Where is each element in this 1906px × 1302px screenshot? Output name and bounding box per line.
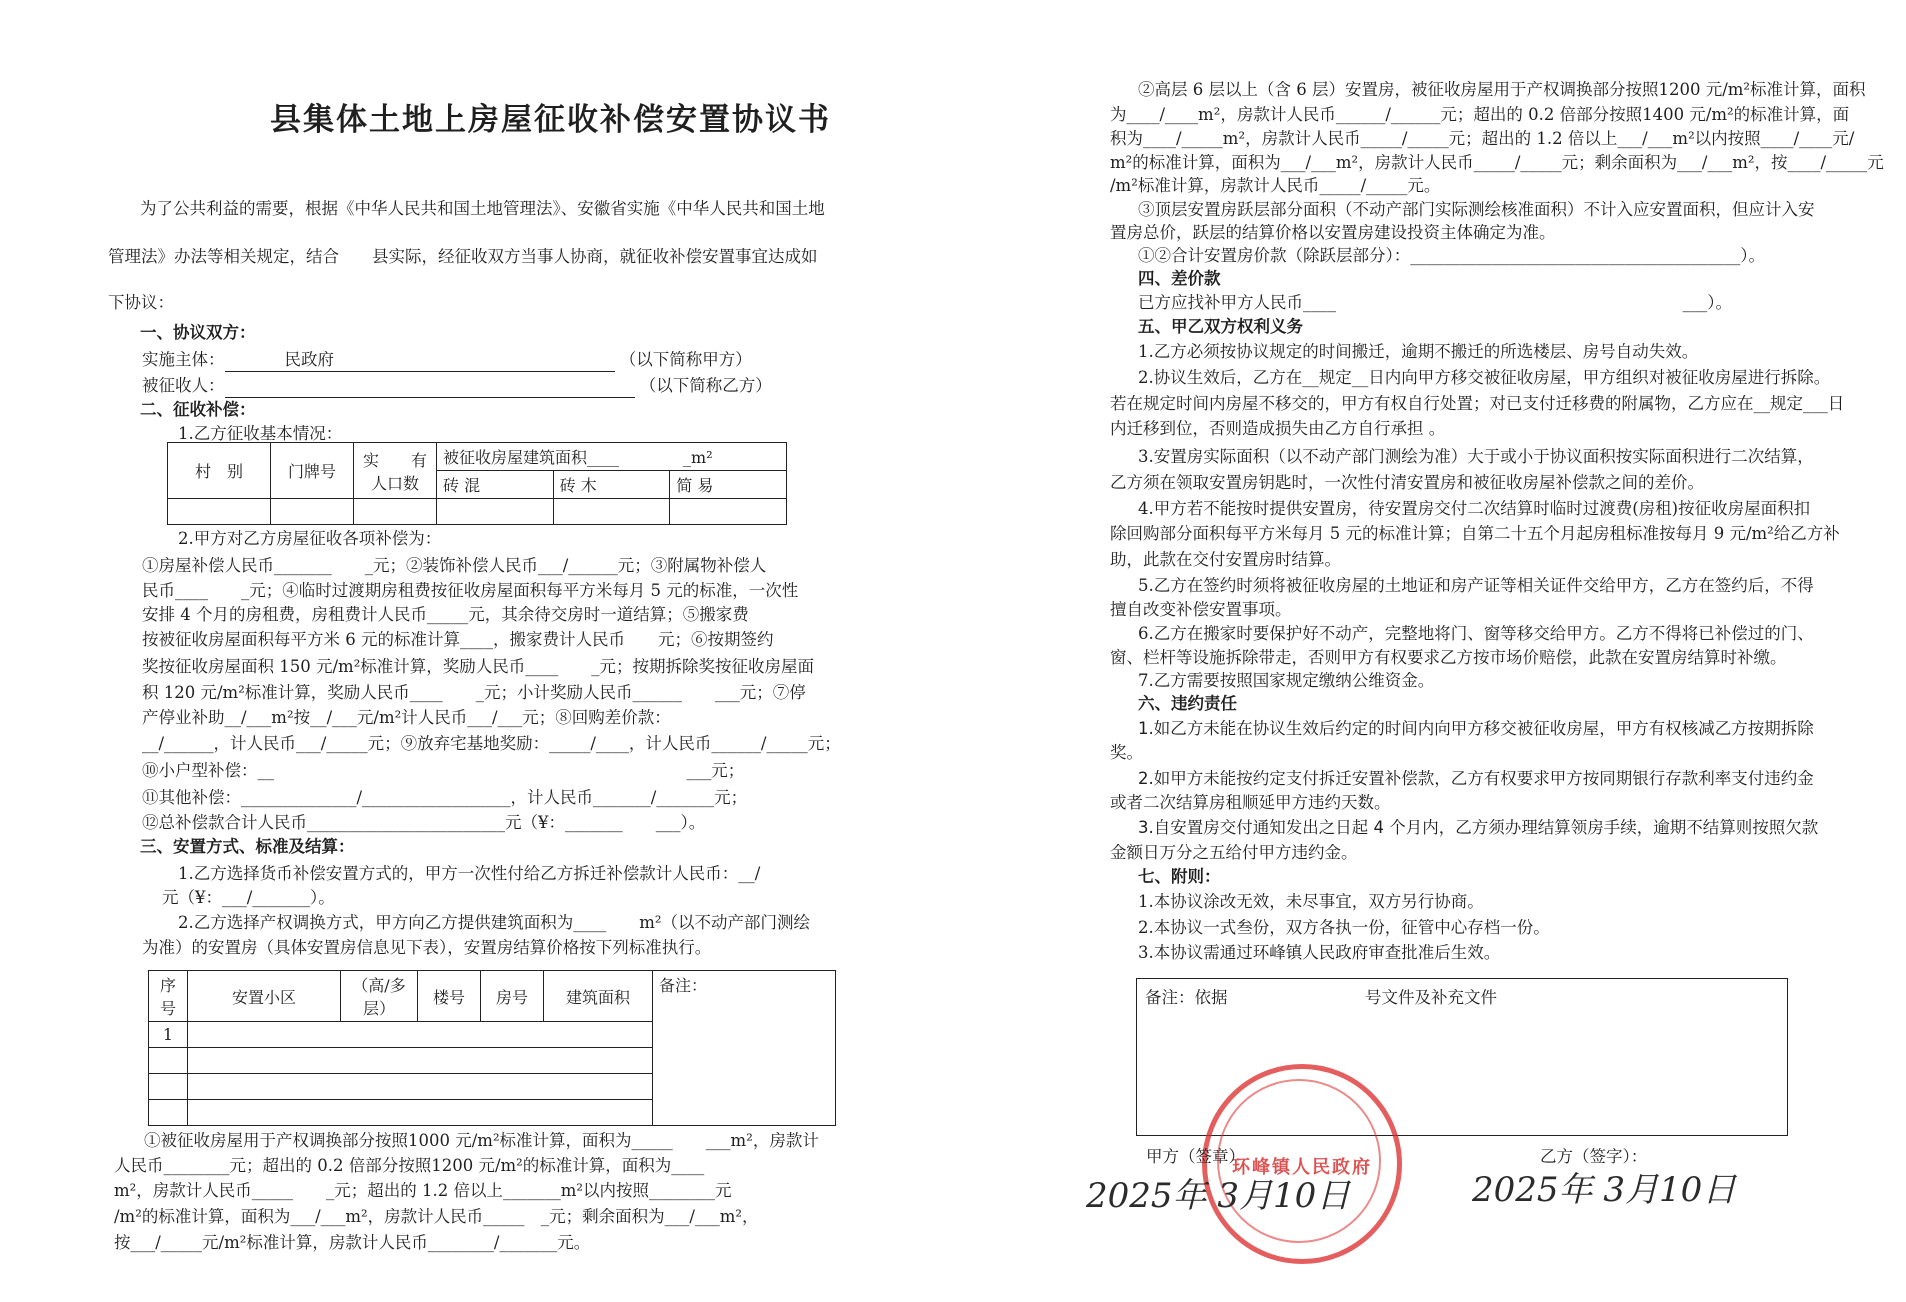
th-village: 村 别: [168, 443, 271, 499]
calc-line-4: /m²的标准计算，面积为___/___m²，房款计人民币_____ _元；剩余面积为___/___m²，: [114, 1207, 759, 1226]
s4-line: 已方应找补甲方人民币____ ___）。: [1138, 293, 1732, 312]
comp-line-11: ⑫总补偿款合计人民币________________________元（¥：_______ ___）。: [142, 813, 706, 832]
s5-line-12: 6.乙方在搬家时要保护好不动产，完整地将门、窗等移交给甲方。乙方不得将已补偿过的门、: [1138, 624, 1814, 643]
preamble-line-3: 下协议：: [108, 293, 174, 312]
document-title: 县集体土地上房屋征收补偿安置协议书: [270, 102, 831, 138]
section-7-heading: 七、附则：: [1138, 867, 1221, 886]
party-a-date: 2025年 3月10日: [1086, 1176, 1351, 1216]
comp-line-3: 安排 4 个月的房租费，房租费计人民币_____元，其余待交房时一道结算；⑤搬家费: [142, 605, 749, 624]
r-top-line-4: m²的标准计算，面积为___/___m²，房款计人民币_____/_____元；剩余面积为___/___m²，按____/_____元: [1110, 153, 1884, 172]
s6-line-2: 奖。: [1110, 743, 1143, 762]
row4-seq: [149, 1100, 188, 1126]
th-area: 建筑面积: [544, 971, 653, 1022]
th-house-area: 被征收房屋建筑面积____ _m²: [437, 443, 787, 471]
s5-line-4: 内迁移到位，否则造成损失由乙方自行承担 。: [1110, 419, 1446, 438]
s3-line-3: 2.乙方选择产权调换方式，甲方向乙方提供建筑面积为____ m²（以不动产部门测绘: [178, 913, 811, 932]
cell-pop: [354, 499, 437, 525]
th-brick-wood: 砖 木: [553, 471, 670, 499]
party-b-signature-label: 乙方（签字）：: [1540, 1147, 1648, 1166]
s5-line-6: 乙方须在领取安置房钥匙时，一次性付清安置房和被征收房屋补偿款之间的差价。: [1110, 473, 1704, 492]
s5-line-5: 3.安置房实际面积（以不动产部门测绘为准）大于或小于协议面积按实际面积进行二次结算，: [1138, 447, 1814, 466]
cell-brick: [437, 499, 554, 525]
th-room: 房号: [481, 971, 544, 1022]
r-top-line-6: ③顶层安置房跃层部分面积（不动产部门实际测绘核准面积）不计入应安置面积，但应计入安: [1138, 200, 1815, 219]
row3-seq: [149, 1074, 188, 1100]
comp-line-5: 奖按征收房屋面积 150 元/m²标准计算，奖励人民币____ _元；按期拆除奖按征收房屋面: [142, 657, 815, 676]
cell-door: [271, 499, 354, 525]
s5-line-13: 窗、栏杆等设施拆除带走，否则甲方有权要求乙方按市场价赔偿，此款在安置房结算时补缴。: [1110, 648, 1787, 667]
s3-line-2: 元（¥：___/_______）。: [162, 888, 335, 907]
resettlement-table: [148, 970, 836, 1126]
implementer-value: 民政府: [225, 349, 615, 372]
comp-line-10: ⑪其他补偿：______________/__________________，计人民币_______/_______元；: [142, 788, 748, 807]
th-population: 实 有人口数: [354, 443, 437, 499]
comp-line-9: ⑩小户型补偿：__ ___元；: [142, 761, 745, 780]
th-remark: 备注：: [653, 971, 836, 1126]
r-top-line-3: 积为____/_____m²，房款计人民币_____/_____元；超出的 1.2 倍以上___/___m²以内按照____/____元/: [1110, 129, 1855, 148]
r-top-line-2: 为____/____m²，房款计人民币______/______元；超出的 0.2 倍部分按照1400 元/m²的标准计算，面: [1110, 105, 1850, 124]
right-column: [1086, 0, 1884, 1302]
cell-village: [168, 499, 271, 525]
th-building: 楼号: [418, 971, 481, 1022]
row2-seq: [149, 1048, 188, 1074]
cell-simple: [670, 499, 787, 525]
r-top-line-8: ①②合计安置房价款（除跃层部分）：________________________________________）。: [1138, 246, 1765, 265]
basic-info-label: 1.乙方征收基本情况：: [178, 424, 343, 443]
s5-line-8: 除回购部分面积每平方米每月 5 元的标准计算；自第二十五个月起房租标准按每月 9 元/m²给乙方补: [1110, 524, 1840, 543]
party-a-signature-label: 甲方（签章）: [1146, 1147, 1245, 1166]
s5-line-10: 5.乙方在签约时须将被征收房屋的土地证和房产证等相关证件交给甲方，乙方在签约后，不得: [1138, 576, 1814, 595]
implementer-row: [142, 349, 752, 372]
th-house-area-label: 被征收房屋建筑面积: [443, 448, 588, 467]
comp-line-1: ①房屋补偿人民币_______ _元；②装饰补偿人民币___/______元；③附属物补偿人: [142, 556, 767, 575]
section-2-heading: 二、征收补偿：: [140, 400, 256, 419]
preamble-line-2: 管理法》办法等相关规定，结合 县实际，经征收双方当事人协商，就征收补偿安置事宜达成如: [108, 247, 818, 266]
compensation-items-label: 2.甲方对乙方房屋征收各项补偿为：: [178, 529, 442, 548]
row3-blank: [188, 1074, 653, 1100]
comp-line-7: 产停业补助__/___m²按__/___元/m²计人民币___/___元；⑧回购差价款：: [142, 708, 671, 727]
th-brick-concrete: 砖 混: [437, 471, 554, 499]
s6-line-4: 或者二次结算房租顺延甲方违约天数。: [1110, 793, 1391, 812]
seal-text: 环峰镇人民政府: [1232, 1157, 1372, 1178]
s7-line-1: 1.本协议涂改无效，未尽事宜，双方另行协商。: [1138, 892, 1484, 911]
remark-label: 备注：依据: [1145, 988, 1228, 1007]
calc-line-2: 人民币________元；超出的 0.2 倍部分按照1200 元/m²的标准计算，面积为____: [114, 1156, 705, 1175]
th-house-area-unit: m²: [691, 448, 713, 467]
r-top-line-7: 置房总价，跃层的结算价格以安置房建设投资主体确定为准。: [1110, 223, 1556, 242]
section-3-heading: 三、安置方式、标准及结算：: [140, 837, 355, 856]
s6-line-5: 3.自安置房交付通知发出之日起 4 个月内，乙方须办理结算领房手续，逾期不结算则按照欠款: [1138, 818, 1819, 837]
left-column: [100, 0, 860, 1302]
recipient-label: 被征收人：: [142, 376, 225, 395]
section-1-heading: 一、协议双方：: [140, 323, 256, 342]
s3-line-1: 1.乙方选择货币补偿安置方式的，甲方一次性付给乙方拆迁补偿款计人民币：__/: [178, 864, 761, 883]
calc-line-5: 按___/_____元/m²标准计算，房款计人民币________/_______元。: [114, 1233, 591, 1252]
s5-line-9: 助，此款在交付安置房时结算。: [1110, 550, 1341, 569]
remark-document: 号文件及补充文件: [1365, 988, 1497, 1007]
implementer-note: （以下简称甲方）: [619, 350, 752, 369]
r-top-line-1: ②高层 6 层以上（含 6 层）安置房，被征收房屋用于产权调换部分按照1200 元/m²标准计算，面积: [1138, 80, 1866, 99]
section-4-heading: 四、差价款: [1138, 269, 1221, 288]
comp-line-2: 民币____ _元；④临时过渡期房租费按征收房屋面积每平方米每月 5 元的标准，一次性: [142, 581, 799, 600]
implementer-label: 实施主体：: [142, 350, 225, 369]
s5-line-7: 4.甲方若不能按时提供安置房，待安置房交付二次结算时临时过渡费(房租)按征收房屋面积扣: [1138, 499, 1811, 518]
section-6-heading: 六、违约责任: [1138, 694, 1237, 713]
comp-line-8: __/______，计人民币___/_____元；⑨放弃宅基地奖励：_____/____，计人民币______/_____元；: [142, 734, 841, 753]
comp-line-4: 按被征收房屋面积每平方米 6 元的标准计算____，搬家费计人民币 元；⑥按期签约: [142, 630, 774, 649]
cell-wood: [553, 499, 670, 525]
th-simple: 简 易: [670, 471, 787, 499]
house-info-table: [167, 442, 787, 525]
comp-line-6: 积 120 元/m²标准计算，奖励人民币____ _元；小计奖励人民币______ ___元；⑦停: [142, 683, 806, 702]
s7-line-2: 2.本协议一式叁份，双方各执一份，征管中心存档一份。: [1138, 918, 1550, 937]
s7-line-3: 3.本协议需通过环峰镇人民政府审查批准后生效。: [1138, 943, 1501, 962]
calc-line-3: m²，房款计人民币_____ _元；超出的 1.2 倍以上_______m²以内按照________元: [114, 1181, 732, 1200]
calc-line-1: ①被征收房屋用于产权调换部分按照1000 元/m²标准计算，面积为_____ ___m²，房款计: [144, 1131, 819, 1150]
row2-blank: [188, 1048, 653, 1074]
row4-blank: [188, 1100, 653, 1126]
s5-line-11: 擅自改变补偿安置事项。: [1110, 600, 1292, 619]
r-top-line-5: /m²标准计算，房款计人民币_____/_____元。: [1110, 176, 1441, 195]
recipient-note: （以下简称乙方）: [639, 376, 772, 395]
section-5-heading: 五、甲乙双方权利义务: [1138, 317, 1303, 336]
preamble-line-1: 为了公共利益的需要，根据《中华人民共和国土地管理法》、安徽省实施《中华人民共和国土地: [140, 199, 825, 218]
s6-line-3: 2.如甲方未能按约定支付拆迁安置补偿款，乙方有权要求甲方按同期银行存款利率支付违约金: [1138, 769, 1814, 788]
recipient-value: [225, 375, 635, 398]
row1-blank: [188, 1022, 653, 1048]
s5-line-14: 7.乙方需要按照国家规定缴纳公维资金。: [1138, 671, 1435, 690]
row1-seq: 1: [149, 1022, 188, 1048]
s3-line-4: 为准）的安置房（具体安置房信息见下表），安置房结算价格按下列标准执行。: [142, 938, 712, 957]
s6-line-1: 1.如乙方未能在协议生效后约定的时间内向甲方移交被征收房屋，甲方有权核减乙方按期拆除: [1138, 719, 1814, 738]
recipient-row: [142, 375, 772, 398]
party-b-date: 2025年 3月10日: [1472, 1170, 1737, 1210]
s5-line-2: 2.协议生效后，乙方在__规定__日内向甲方移交被征收房屋，甲方组织对被征收房屋进行拆除。: [1138, 368, 1831, 387]
s5-line-1: 1.乙方必须按协议规定的时间搬迁，逾期不搬迁的所选楼层、房号自动失效。: [1138, 342, 1699, 361]
s5-line-3: 若在规定时间内房屋不移交的，甲方有权自行处置；对已支付迁移费的附属物，乙方应在__规定___日: [1110, 394, 1845, 413]
th-community: 安置小区: [188, 971, 341, 1022]
th-door-number: 门牌号: [271, 443, 354, 499]
s6-line-6: 金额日万分之五给付甲方违约金。: [1110, 843, 1358, 862]
th-seq: 序号: [149, 971, 188, 1022]
th-floor-type: （高/多层）: [341, 971, 418, 1022]
